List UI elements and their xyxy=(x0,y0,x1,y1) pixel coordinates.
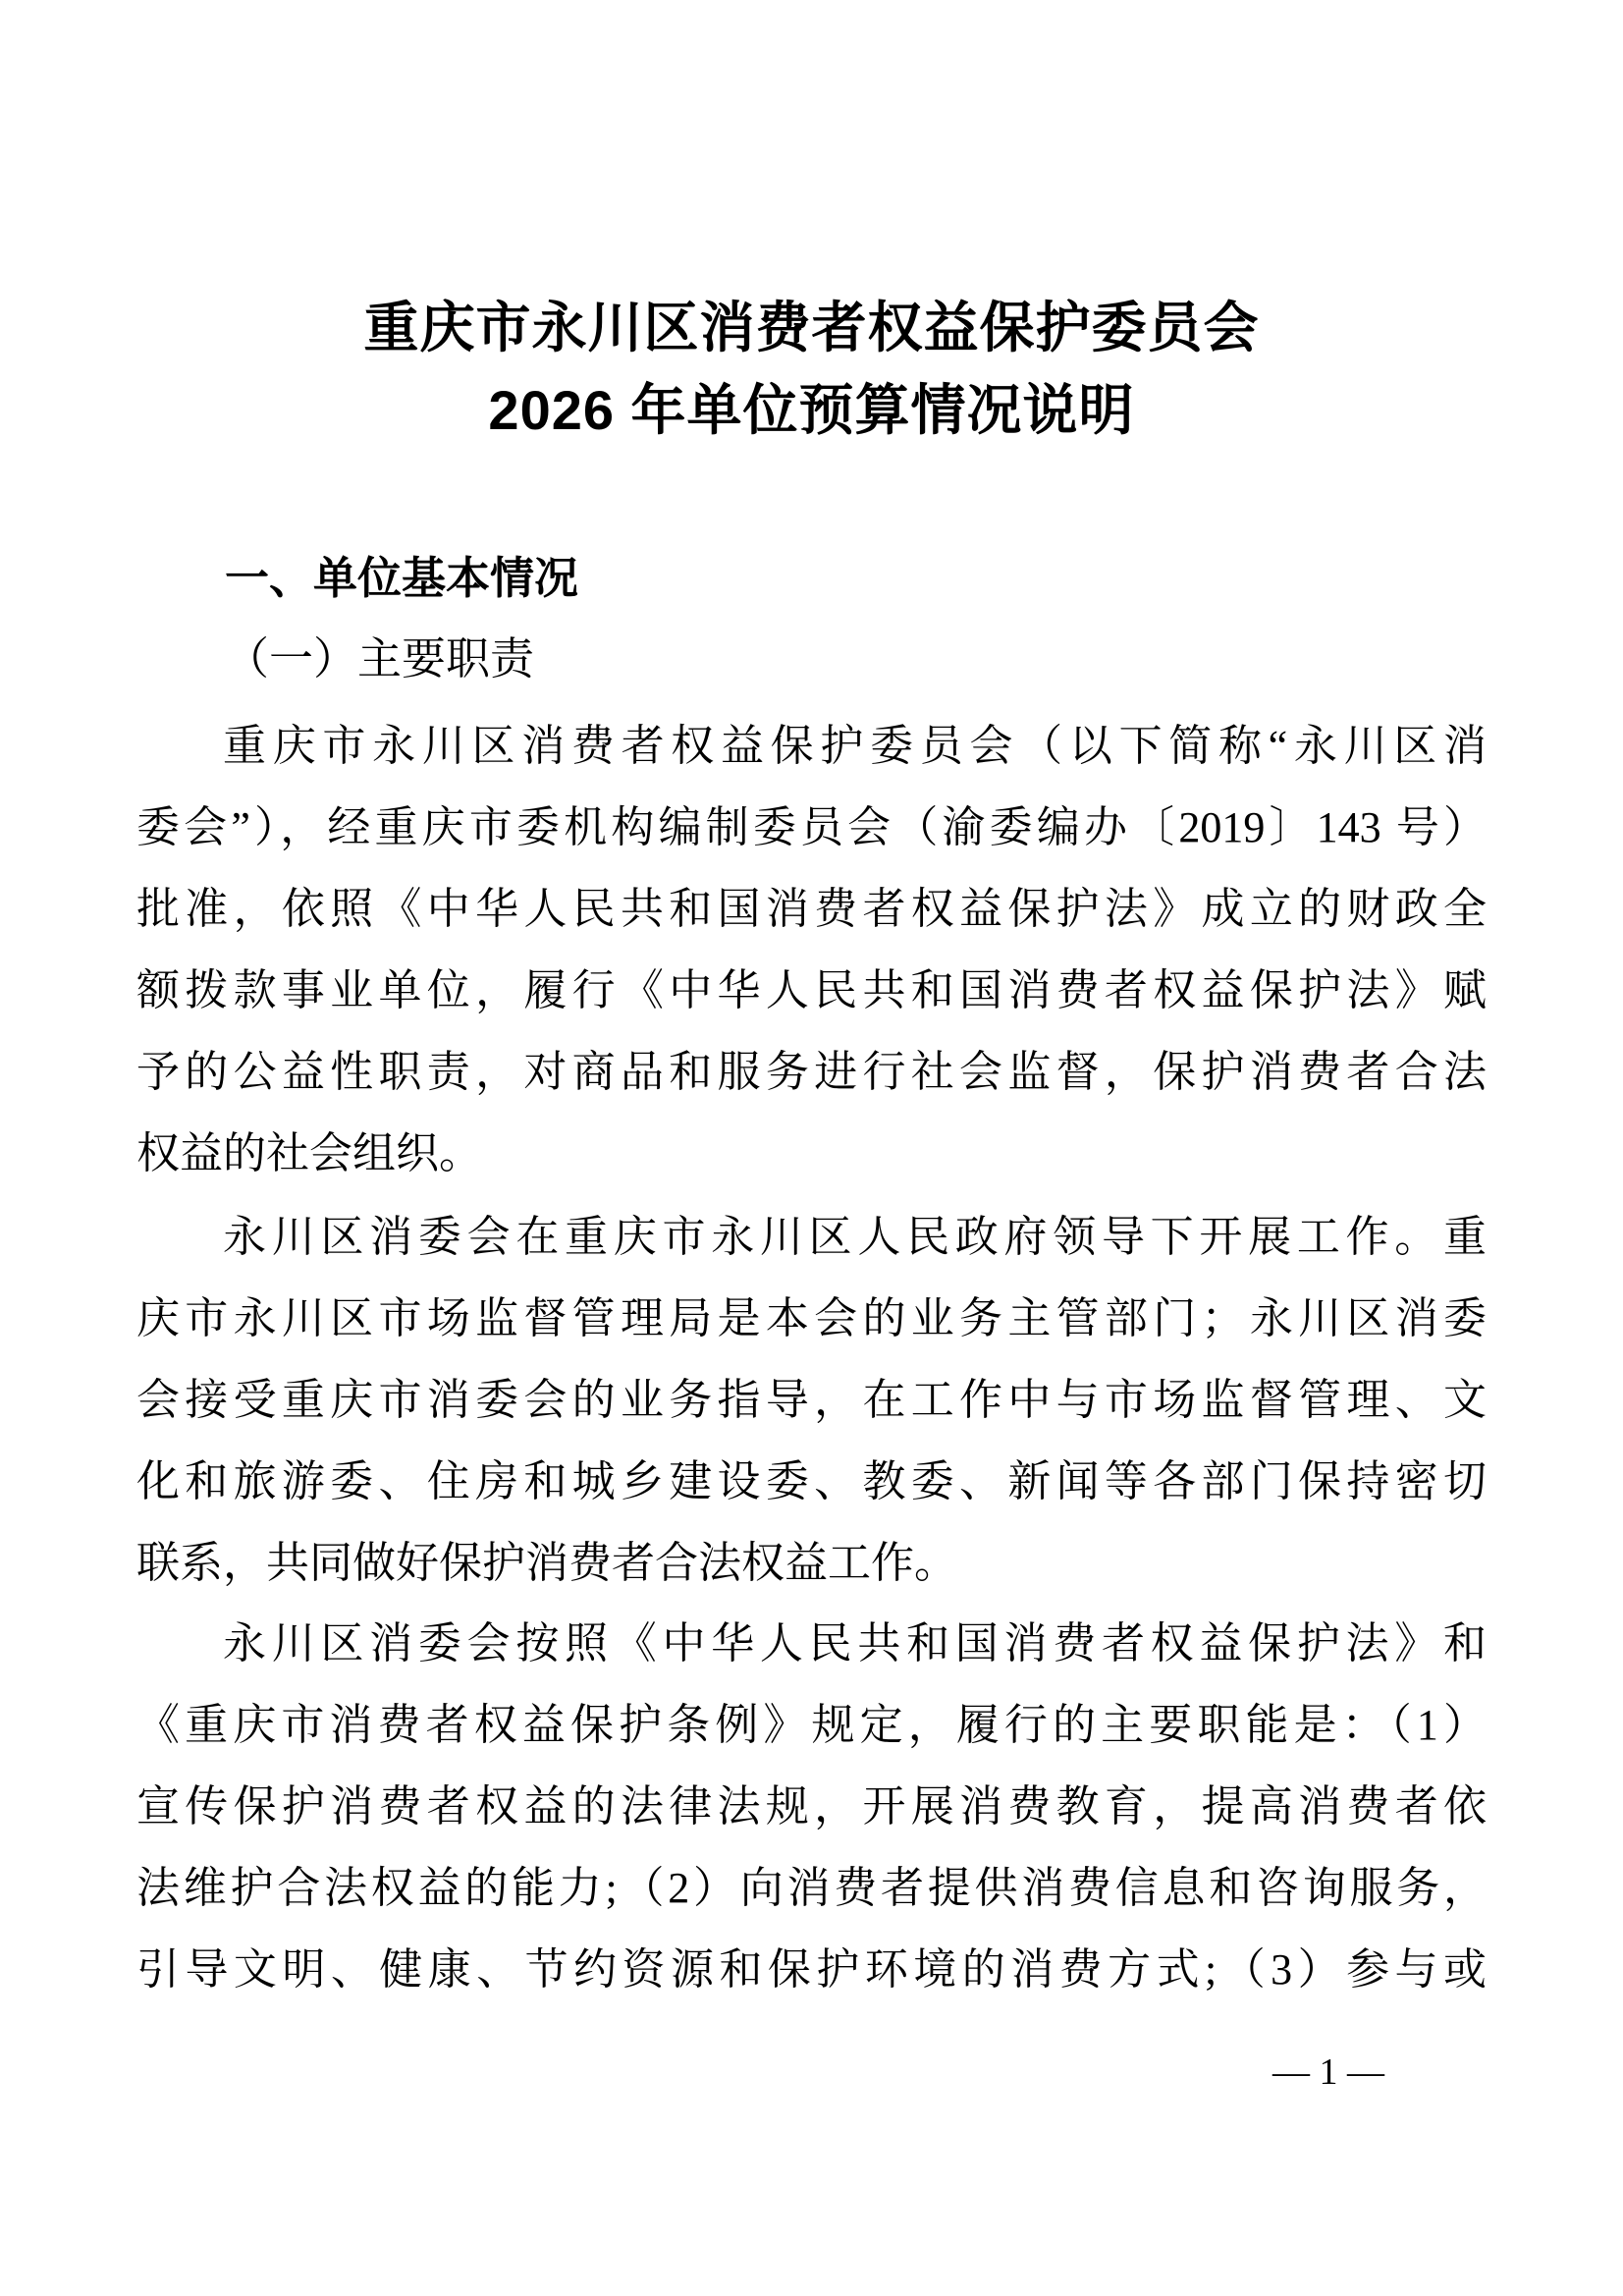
paragraph-2 xyxy=(136,1196,1487,1604)
text-line: 永川区消委会在重庆市永川区人民政府领导下开展工作。重 xyxy=(223,1213,1487,1261)
text-line: 化和旅游委、住房和城乡建设委、教委、新闻等各部门保持密切 xyxy=(136,1457,1487,1505)
text-line: 引导文明、健康、节约资源和保护环境的消费方式;（3）参与或 xyxy=(136,1945,1487,1994)
text-line: 联系，共同做好保护消费者合法权益工作。 xyxy=(136,1539,957,1587)
text-line: 法维护合法权益的能力;（2）向消费者提供消费信息和咨询服务， xyxy=(136,1864,1487,1912)
subsection-heading: （一）主要职责 xyxy=(225,634,535,683)
text-line: 批准，依照《中华人民共和国消费者权益保护法》成立的财政全 xyxy=(136,885,1487,933)
text-line: 永川区消委会按照《中华人民共和国消费者权益保护法》和 xyxy=(223,1619,1487,1667)
paragraph-1 xyxy=(136,705,1487,1194)
text-line: 予的公益性职责，对商品和服务进行社会监督，保护消费者合法 xyxy=(136,1048,1487,1096)
document-title-line2: 2026 年单位预算情况说明 xyxy=(488,379,1135,441)
text-line: 委会”），经重庆市委机构编制委员会（渝委编办〔2019〕143 号） xyxy=(136,803,1487,851)
section-heading: 一、单位基本情况 xyxy=(225,553,579,603)
text-line: 会接受重庆市消委会的业务指导，在工作中与市场监督管理、文 xyxy=(136,1376,1487,1424)
text-line: 额拨款事业单位，履行《中华人民共和国消费者权益保护法》赋 xyxy=(136,966,1487,1014)
page-number: — 1 — xyxy=(1272,2051,1384,2093)
text-line: 权益的社会组织。 xyxy=(136,1129,482,1177)
paragraph-3 xyxy=(136,1603,1487,2010)
document-title xyxy=(136,287,1487,452)
text-line: 庆市永川区市场监督管理局是本会的业务主管部门；永川区消委 xyxy=(136,1294,1487,1342)
text-line: 宣传保护消费者权益的法律法规，开展消费教育，提高消费者依 xyxy=(136,1782,1487,1831)
text-line: 《重庆市消费者权益保护条例》规定，履行的主要职能是：（1） xyxy=(136,1701,1487,1749)
document-title-line1: 重庆市永川区消费者权益保护委员会 xyxy=(363,297,1260,358)
text-line: 重庆市永川区消费者权益保护委员会（以下简称“永川区消 xyxy=(223,722,1487,770)
